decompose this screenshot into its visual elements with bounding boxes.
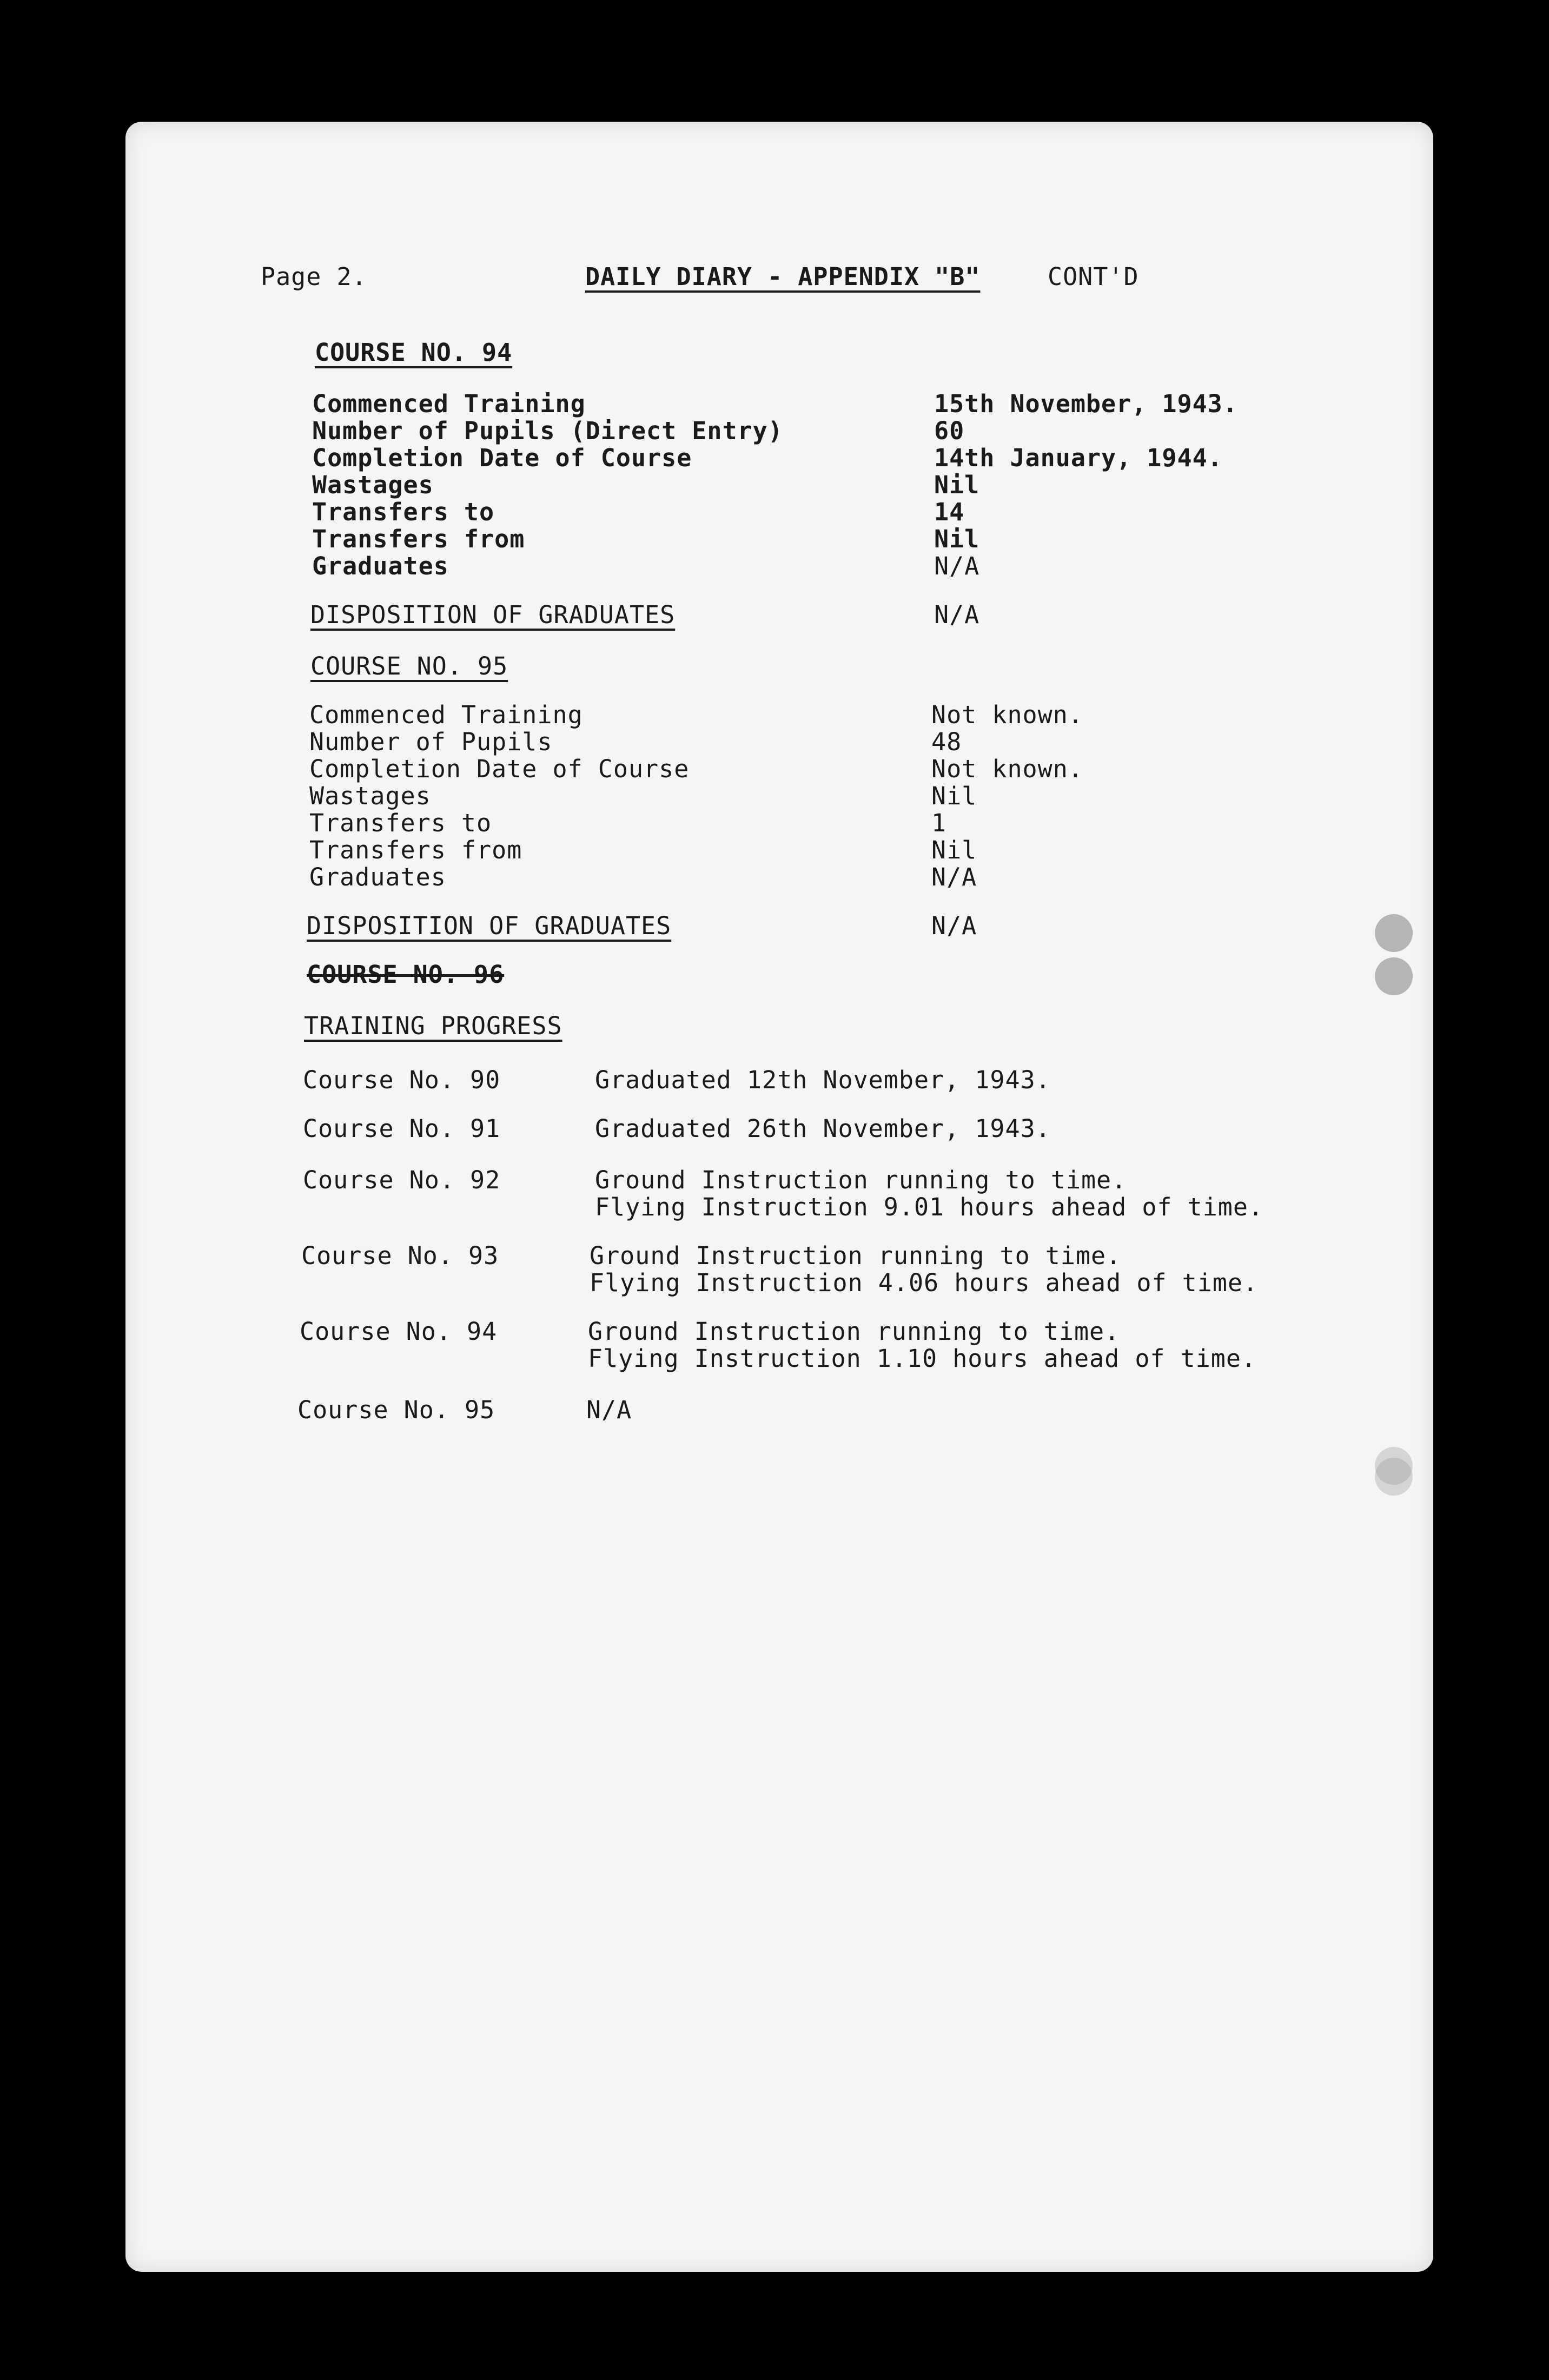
course-94-disposition-value: N/A xyxy=(934,600,980,629)
document-page xyxy=(125,122,1433,2272)
row-label: Commenced Training xyxy=(312,389,586,418)
row-label: Wastages xyxy=(312,471,434,499)
progress-course: Course No. 90 xyxy=(303,1066,501,1094)
row-label: Transfers to xyxy=(312,498,495,526)
progress-line: Flying Instruction 9.01 hours ahead of time. xyxy=(595,1193,1264,1221)
progress-course: Course No. 95 xyxy=(297,1396,495,1424)
continued-label: CONT'D xyxy=(1048,262,1139,291)
course-94-heading: COURSE NO. 94 xyxy=(315,338,513,367)
course-95-disposition-label: DISPOSITION OF GRADUATES xyxy=(307,911,672,940)
course-95-heading: COURSE NO. 95 xyxy=(310,652,508,680)
row-value: Not known. xyxy=(931,755,1083,783)
progress-course: Course No. 94 xyxy=(300,1317,498,1346)
row-label: Graduates xyxy=(312,552,449,580)
progress-course: Course No. 91 xyxy=(303,1114,501,1143)
row-label: Transfers from xyxy=(309,836,522,864)
training-progress-heading: TRAINING PROGRESS xyxy=(304,1012,562,1040)
progress-line: Ground Instruction running to time. xyxy=(588,1317,1120,1346)
row-label: Commenced Training xyxy=(309,700,583,729)
progress-line: Ground Instruction running to time. xyxy=(590,1241,1122,1270)
course-96-struck-heading: COURSE NO. 96 xyxy=(307,960,505,989)
course-95-disposition-value: N/A xyxy=(931,911,977,940)
row-value: N/A xyxy=(931,863,977,891)
punch-hole-mark xyxy=(1375,957,1413,995)
row-label: Completion Date of Course xyxy=(312,444,692,472)
row-value: N/A xyxy=(934,552,980,580)
row-value: 14 xyxy=(934,498,965,526)
row-label: Completion Date of Course xyxy=(309,755,690,783)
row-value: Nil xyxy=(931,836,977,864)
page-title: DAILY DIARY - APPENDIX "B" xyxy=(585,262,981,291)
row-label: Number of Pupils (Direct Entry) xyxy=(312,416,783,445)
course-94-disposition-label: DISPOSITION OF GRADUATES xyxy=(310,600,676,629)
row-label: Number of Pupils xyxy=(309,728,553,756)
row-value: 48 xyxy=(931,728,962,756)
row-value: 14th January, 1944. xyxy=(934,444,1223,472)
progress-course: Course No. 92 xyxy=(303,1166,501,1194)
progress-line: N/A xyxy=(586,1396,632,1424)
row-label: Wastages xyxy=(309,782,431,810)
row-value: Nil xyxy=(934,471,980,499)
row-value: Nil xyxy=(934,525,980,553)
row-value: Nil xyxy=(931,782,977,810)
row-value: 60 xyxy=(934,416,965,445)
punch-hole-mark xyxy=(1375,1447,1413,1485)
row-label: Transfers to xyxy=(309,809,492,837)
progress-course: Course No. 93 xyxy=(301,1241,499,1270)
row-value: Not known. xyxy=(931,700,1083,729)
progress-line: Graduated 12th November, 1943. xyxy=(595,1066,1051,1094)
row-value: 1 xyxy=(931,809,947,837)
row-label: Graduates xyxy=(309,863,446,891)
progress-line: Flying Instruction 1.10 hours ahead of time. xyxy=(588,1344,1257,1373)
progress-line: Flying Instruction 4.06 hours ahead of time. xyxy=(590,1268,1259,1297)
progress-line: Ground Instruction running to time. xyxy=(595,1166,1127,1194)
row-value: 15th November, 1943. xyxy=(934,389,1238,418)
progress-line: Graduated 26th November, 1943. xyxy=(595,1114,1051,1143)
page-number: Page 2. xyxy=(261,262,367,291)
punch-hole-mark xyxy=(1375,914,1413,952)
row-label: Transfers from xyxy=(312,525,525,553)
